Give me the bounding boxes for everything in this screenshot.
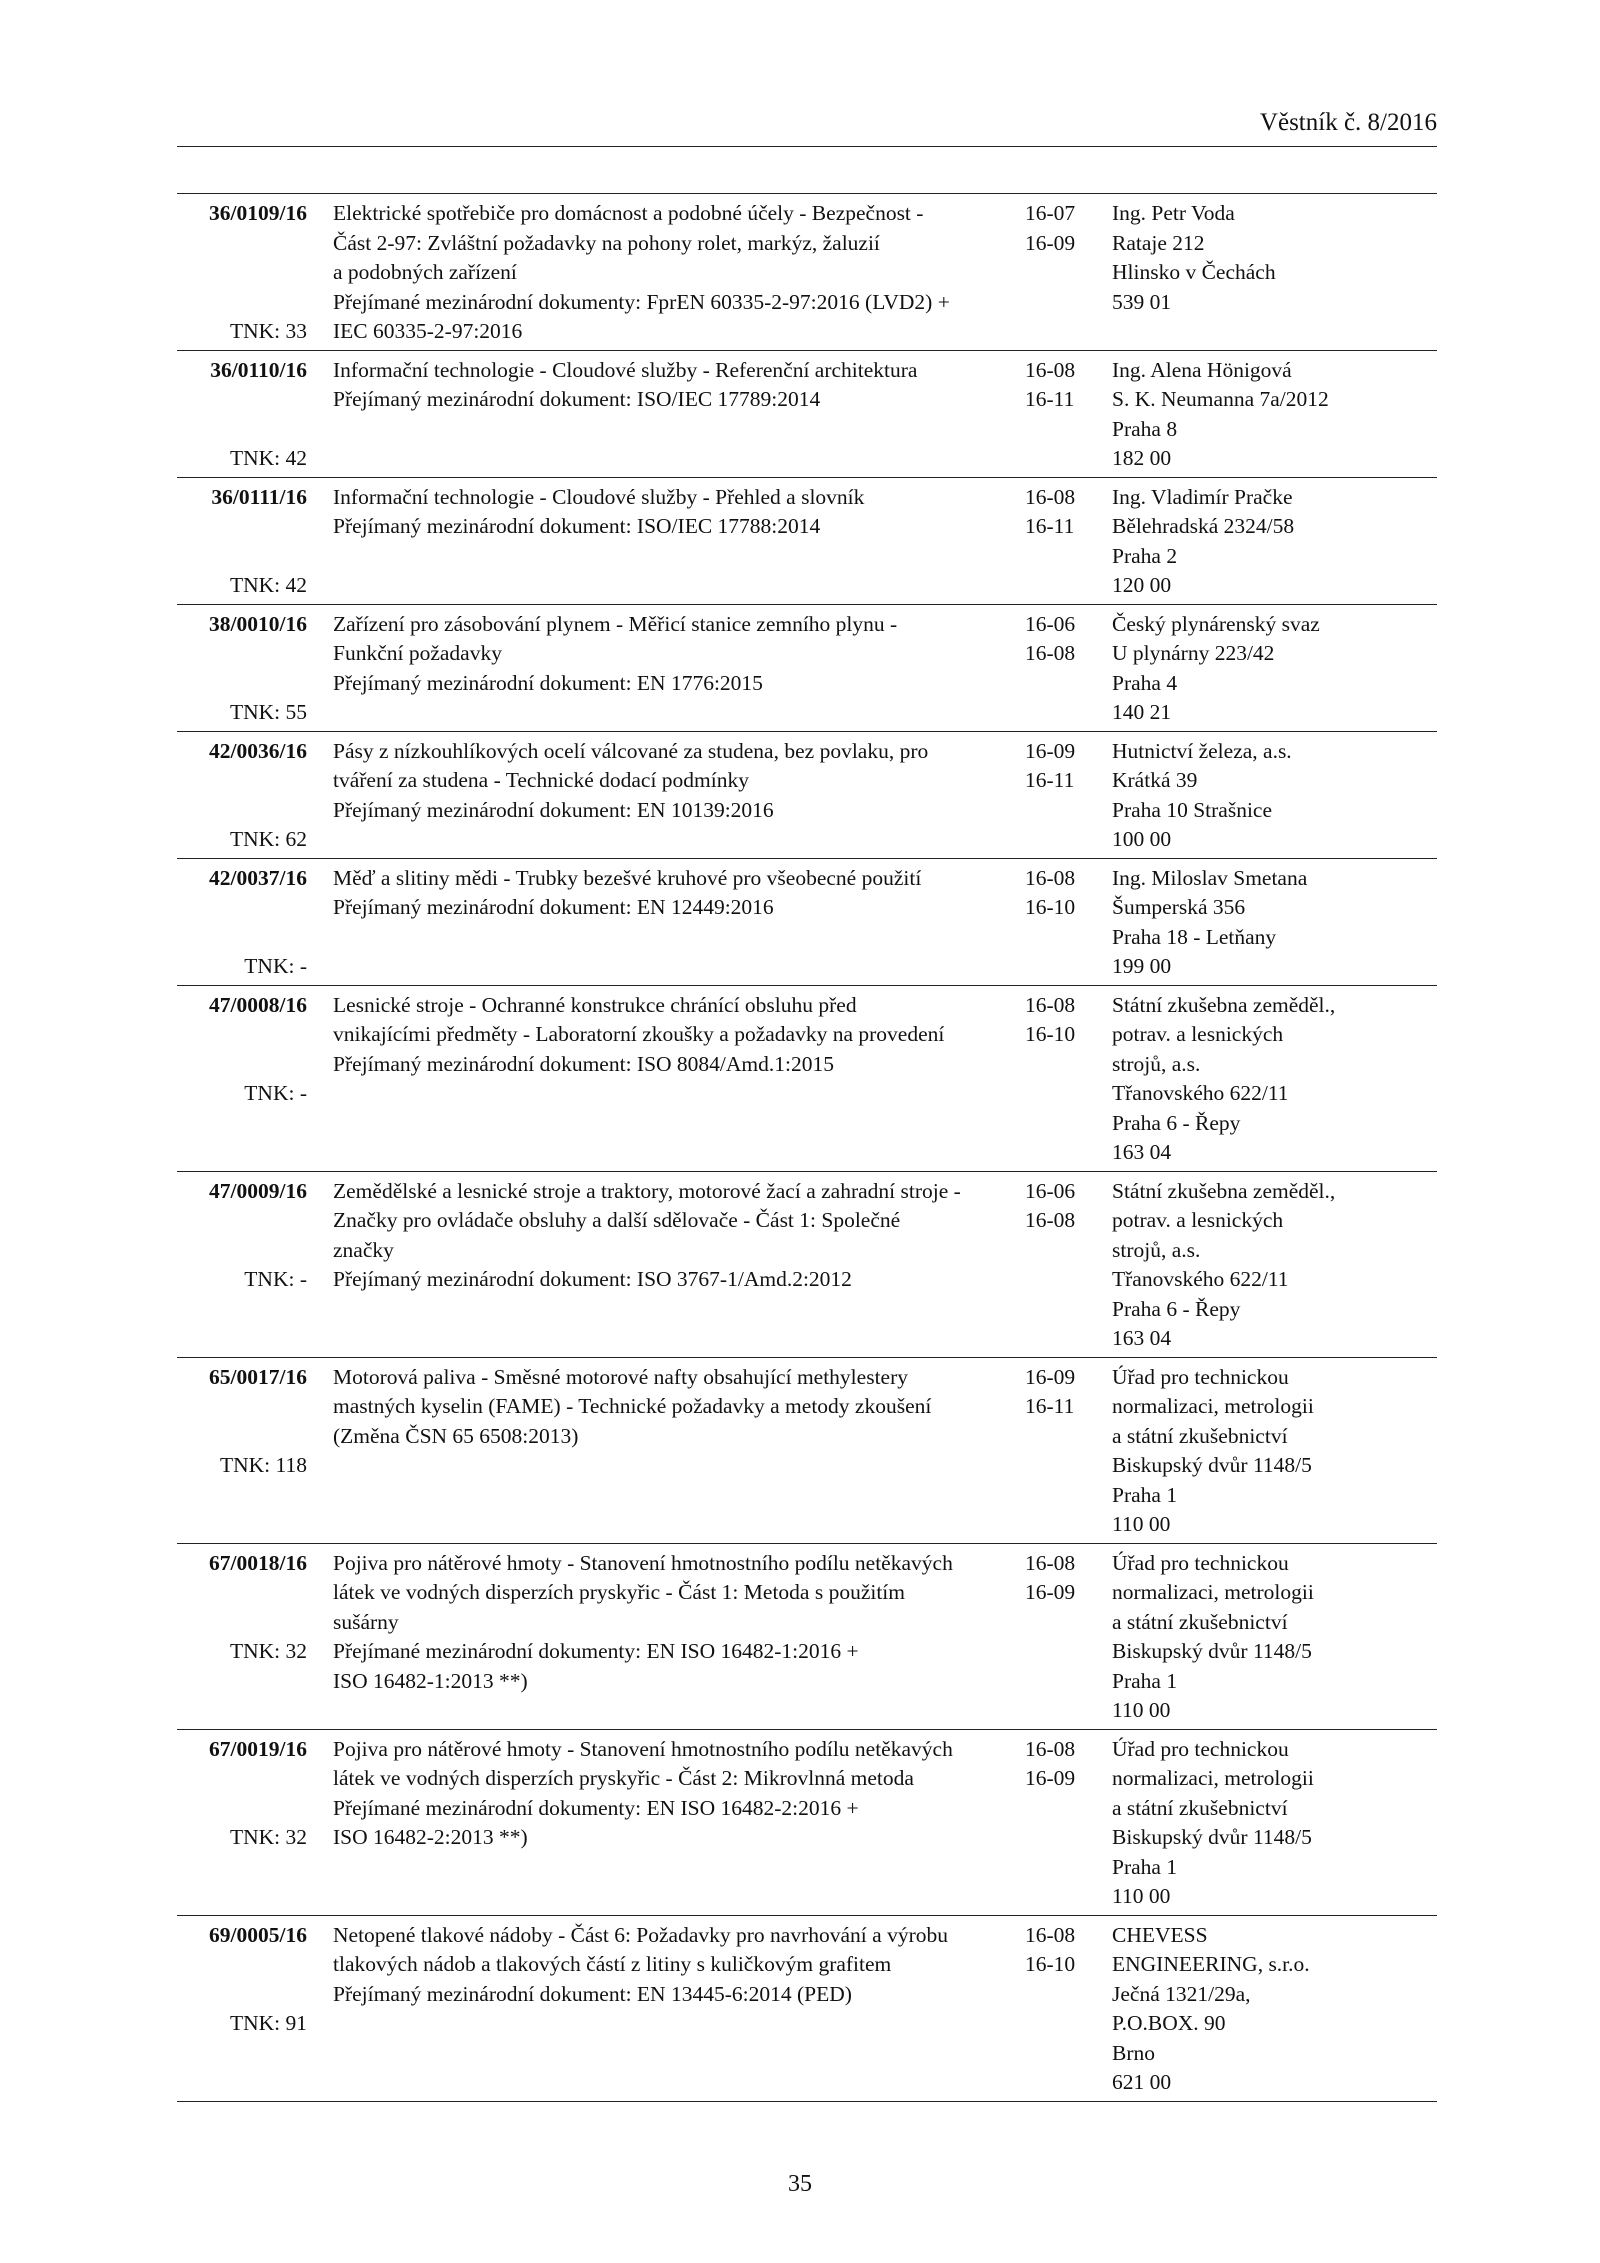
- standard-number: 38/0010/16: [209, 611, 307, 636]
- address-line: Třanovského 622/11: [1112, 1267, 1289, 1291]
- date-line: 16-09: [1025, 1766, 1076, 1790]
- address-line: 110 00: [1112, 1698, 1171, 1722]
- title-cell: [307, 1177, 1025, 1354]
- title-cell: [307, 864, 1025, 982]
- title-line: Část 2-97: Zvláštní požadavky na pohony rolet, markýz, žaluzií: [333, 230, 880, 255]
- title-line: Přejímaný mezinárodní dokument: ISO/IEC 17788:2014: [333, 514, 821, 538]
- title-line: tlakových nádob a tlakových částí z litiny s kuličkovým grafitem: [333, 1952, 892, 1976]
- table-row: [177, 605, 1437, 732]
- table-row: [177, 478, 1437, 605]
- title-line: Netopené tlakové nádoby - Část 6: Požadavky pro navrhování a výrobu: [333, 1922, 948, 1947]
- date-line: 16-08: [1025, 1550, 1076, 1575]
- dates-cell: [1025, 1549, 1112, 1726]
- title-line: vnikajícími předměty - Laboratorní zkoušky a požadavky na provedení: [333, 1022, 945, 1046]
- title-line: Funkční požadavky: [333, 641, 502, 665]
- title-line: značky: [333, 1237, 394, 1262]
- address-line: a státní zkušebnictví: [1112, 1609, 1288, 1634]
- title-cell: [307, 1549, 1025, 1726]
- date-line: 16-08: [1025, 641, 1076, 665]
- address-line: Praha 4: [1112, 670, 1178, 695]
- address-line: 110 00: [1112, 1512, 1171, 1536]
- address-cell: [1112, 1549, 1437, 1726]
- address-line: a státní zkušebnictví: [1112, 1423, 1288, 1448]
- title-line: Pojiva pro nátěrové hmoty - Stanovení hmotnostního podílu netěkavých: [333, 1736, 953, 1761]
- dates-cell: [1025, 737, 1112, 855]
- address-line: 120 00: [1112, 573, 1172, 597]
- address-line: normalizaci, metrologii: [1112, 1766, 1314, 1790]
- date-line: 16-06: [1025, 611, 1076, 636]
- dates-cell: [1025, 1177, 1112, 1354]
- address-cell: [1112, 199, 1437, 347]
- standard-number: 67/0019/16: [209, 1736, 307, 1761]
- title-line: Přejímaný mezinárodní dokument: EN 13445-6:2014 (PED): [333, 1981, 852, 2006]
- address-cell: [1112, 864, 1437, 982]
- address-line: Úřad pro technickou: [1112, 1550, 1289, 1575]
- tnk-label: TNK: -: [244, 954, 307, 978]
- address-line: Praha 2: [1112, 543, 1178, 568]
- dates-cell: [1025, 1921, 1112, 2098]
- address-line: Praha 18 - Letňany: [1112, 924, 1277, 949]
- address-line: 539 01: [1112, 289, 1172, 314]
- standard-number: 67/0018/16: [209, 1550, 307, 1575]
- tnk-label: TNK: -: [244, 1267, 307, 1291]
- id-cell: [177, 1177, 307, 1354]
- date-line: 16-08: [1025, 1736, 1076, 1761]
- address-cell: [1112, 737, 1437, 855]
- title-cell: [307, 1735, 1025, 1912]
- table-row: [177, 351, 1437, 478]
- address-line: strojů, a.s.: [1112, 1051, 1201, 1076]
- page-number: 35: [788, 2171, 812, 2197]
- date-line: 16-09: [1025, 1364, 1076, 1389]
- tnk-label: TNK: 55: [229, 700, 307, 724]
- title-cell: [307, 610, 1025, 728]
- table-row: [177, 194, 1437, 351]
- id-cell: [177, 991, 307, 1168]
- title-line: a podobných zařízení: [333, 260, 517, 284]
- title-line: Pojiva pro nátěrové hmoty - Stanovení hmotnostního podílu netěkavých: [333, 1550, 953, 1575]
- date-line: 16-08: [1025, 992, 1076, 1017]
- title-line: Přejímané mezinárodní dokumenty: EN ISO 16482-2:2016 +: [333, 1795, 859, 1820]
- id-cell: [177, 483, 307, 601]
- address-line: strojů, a.s.: [1112, 1237, 1201, 1262]
- tnk-label: TNK: 33: [229, 319, 307, 343]
- title-line: ISO 16482-1:2013 **): [333, 1668, 528, 1693]
- address-line: Český plynárenský svaz: [1112, 611, 1320, 636]
- address-cell: [1112, 991, 1437, 1168]
- date-line: 16-10: [1025, 1952, 1076, 1976]
- address-line: Šumperská 356: [1112, 895, 1246, 919]
- address-cell: [1112, 1363, 1437, 1540]
- title-cell: [307, 483, 1025, 601]
- date-line: 16-11: [1025, 514, 1075, 538]
- table-row: [177, 1730, 1437, 1916]
- standard-number: 36/0109/16: [209, 201, 307, 225]
- id-cell: [177, 737, 307, 855]
- title-line: IEC 60335-2-97:2016: [333, 319, 523, 343]
- table-row: [177, 1544, 1437, 1730]
- address-line: Úřad pro technickou: [1112, 1736, 1289, 1761]
- tnk-label: TNK: 91: [229, 2011, 307, 2035]
- address-line: normalizaci, metrologii: [1112, 1580, 1314, 1604]
- date-line: 16-11: [1025, 387, 1075, 411]
- address-line: Praha 6 - Řepy: [1112, 1296, 1241, 1321]
- address-line: Biskupský dvůr 1148/5: [1112, 1453, 1312, 1477]
- tnk-label: TNK: 32: [229, 1825, 307, 1849]
- header-rule: [177, 146, 1437, 147]
- date-line: 16-08: [1025, 1922, 1076, 1947]
- title-cell: [307, 356, 1025, 474]
- title-line: Informační technologie - Cloudové služby - Referenční architektura: [333, 357, 918, 382]
- address-line: 182 00: [1112, 446, 1172, 470]
- id-cell: [177, 1549, 307, 1726]
- title-cell: [307, 1363, 1025, 1540]
- title-line: látek ve vodných disperzích pryskyřic - Část 2: Mikrovlnná metoda: [333, 1766, 914, 1790]
- title-line: sušárny: [333, 1609, 399, 1634]
- address-line: a státní zkušebnictví: [1112, 1795, 1288, 1820]
- dates-cell: [1025, 864, 1112, 982]
- address-line: potrav. a lesnických: [1112, 1022, 1284, 1046]
- standard-number: 42/0036/16: [209, 738, 307, 763]
- address-line: Ing. Miloslav Smetana: [1112, 865, 1308, 890]
- table-row: [177, 1172, 1437, 1358]
- address-line: CHEVESS: [1112, 1922, 1208, 1947]
- address-cell: [1112, 483, 1437, 601]
- date-line: 16-08: [1025, 484, 1076, 509]
- address-line: 199 00: [1112, 954, 1172, 978]
- tnk-label: TNK: 32: [229, 1639, 307, 1663]
- dates-cell: [1025, 1735, 1112, 1912]
- address-line: Státní zkušebna zeměděl.,: [1112, 992, 1336, 1017]
- address-line: normalizaci, metrologii: [1112, 1394, 1314, 1418]
- address-line: Hutnictví železa, a.s.: [1112, 738, 1292, 763]
- table-row: [177, 1916, 1437, 2102]
- address-line: 621 00: [1112, 2070, 1172, 2094]
- id-cell: [177, 864, 307, 982]
- title-line: Motorová paliva - Směsné motorové nafty obsahující methylestery: [333, 1364, 908, 1389]
- title-line: látek ve vodných disperzích pryskyřic - Část 1: Metoda s použitím: [333, 1580, 906, 1604]
- id-cell: [177, 1735, 307, 1912]
- address-line: 110 00: [1112, 1884, 1171, 1908]
- date-line: 16-07: [1025, 201, 1076, 225]
- title-cell: [307, 1921, 1025, 2098]
- standard-number: 47/0009/16: [209, 1178, 307, 1203]
- address-line: Krátká 39: [1112, 768, 1198, 792]
- title-line: Přejímané mezinárodní dokumenty: EN ISO 16482-1:2016 +: [333, 1639, 859, 1663]
- id-cell: [177, 356, 307, 474]
- standard-number: 47/0008/16: [209, 992, 307, 1017]
- journal-header: Věstník č. 8/2016: [1259, 109, 1437, 136]
- address-line: Praha 6 - Řepy: [1112, 1110, 1241, 1135]
- address-cell: [1112, 610, 1437, 728]
- table-row: [177, 732, 1437, 859]
- address-line: Praha 1: [1112, 1482, 1178, 1507]
- title-line: Přejímaný mezinárodní dokument: EN 10139:2016: [333, 797, 774, 822]
- id-cell: [177, 199, 307, 347]
- address-cell: [1112, 1921, 1437, 2098]
- address-cell: [1112, 1735, 1437, 1912]
- address-line: Ing. Vladimír Pračke: [1112, 484, 1293, 509]
- address-line: Úřad pro technickou: [1112, 1364, 1289, 1389]
- dates-cell: [1025, 199, 1112, 347]
- dates-cell: [1025, 991, 1112, 1168]
- address-cell: [1112, 356, 1437, 474]
- title-line: ISO 16482-2:2013 **): [333, 1825, 528, 1849]
- date-line: 16-11: [1025, 1394, 1075, 1418]
- id-cell: [177, 1921, 307, 2098]
- standard-number: 65/0017/16: [209, 1364, 307, 1389]
- title-cell: [307, 199, 1025, 347]
- address-line: Rataje 212: [1112, 230, 1205, 255]
- address-line: Praha 1: [1112, 1668, 1178, 1693]
- standard-number: 42/0037/16: [209, 865, 307, 890]
- address-line: Praha 8: [1112, 416, 1178, 441]
- dates-cell: [1025, 610, 1112, 728]
- tnk-label: TNK: 62: [229, 827, 307, 851]
- address-line: 140 21: [1112, 700, 1172, 724]
- address-line: Státní zkušebna zeměděl.,: [1112, 1178, 1336, 1203]
- address-line: Brno: [1112, 2040, 1155, 2065]
- dates-cell: [1025, 1363, 1112, 1540]
- title-line: Informační technologie - Cloudové služby - Přehled a slovník: [333, 484, 865, 509]
- id-cell: [177, 1363, 307, 1540]
- standards-table: [177, 193, 1437, 2102]
- title-line: Měď a slitiny mědi - Trubky bezešvé kruhové pro všeobecné použití: [333, 865, 922, 890]
- date-line: 16-10: [1025, 1022, 1076, 1046]
- address-line: 163 04: [1112, 1326, 1172, 1350]
- address-line: potrav. a lesnických: [1112, 1208, 1284, 1232]
- title-line: Přejímaný mezinárodní dokument: EN 1776:2015: [333, 670, 763, 695]
- date-line: 16-10: [1025, 895, 1076, 919]
- title-line: Přejímané mezinárodní dokumenty: FprEN 60335-2-97:2016 (LVD2) +: [333, 289, 950, 314]
- address-line: 163 04: [1112, 1140, 1172, 1164]
- address-line: Bělehradská 2324/58: [1112, 514, 1295, 538]
- tnk-label: TNK: 118: [220, 1453, 307, 1477]
- title-cell: [307, 991, 1025, 1168]
- id-cell: [177, 610, 307, 728]
- tnk-label: TNK: 42: [229, 446, 307, 470]
- table-row: [177, 1358, 1437, 1544]
- table-row: [177, 859, 1437, 986]
- address-line: Ing. Petr Voda: [1112, 201, 1235, 225]
- standard-number: 36/0111/16: [211, 484, 307, 509]
- title-line: Zemědělské a lesnické stroje a traktory, motorové žací a zahradní stroje -: [333, 1178, 961, 1203]
- address-line: Ing. Alena Hönigová: [1112, 357, 1292, 382]
- date-line: 16-06: [1025, 1178, 1076, 1203]
- dates-cell: [1025, 356, 1112, 474]
- address-line: ENGINEERING, s.r.o.: [1112, 1952, 1310, 1976]
- address-line: Biskupský dvůr 1148/5: [1112, 1825, 1312, 1849]
- address-line: Praha 1: [1112, 1854, 1178, 1879]
- title-line: Elektrické spotřebiče pro domácnost a podobné účely - Bezpečnost -: [333, 201, 924, 225]
- address-line: Biskupský dvůr 1148/5: [1112, 1639, 1312, 1663]
- title-cell: [307, 737, 1025, 855]
- title-line: Přejímaný mezinárodní dokument: ISO/IEC 17789:2014: [333, 387, 821, 411]
- date-line: 16-09: [1025, 1580, 1076, 1604]
- date-line: 16-08: [1025, 357, 1076, 382]
- address-line: U plynárny 223/42: [1112, 641, 1275, 665]
- address-cell: [1112, 1177, 1437, 1354]
- date-line: 16-08: [1025, 1208, 1076, 1232]
- address-line: 100 00: [1112, 827, 1172, 851]
- address-line: Praha 10 Strašnice: [1112, 797, 1273, 822]
- title-line: Zařízení pro zásobování plynem - Měřicí stanice zemního plynu -: [333, 611, 898, 636]
- address-line: Ječná 1321/29a,: [1112, 1981, 1251, 2006]
- date-line: 16-09: [1025, 738, 1076, 763]
- address-line: S. K. Neumanna 7a/2012: [1112, 387, 1329, 411]
- address-line: Hlinsko v Čechách: [1112, 260, 1276, 284]
- title-line: mastných kyselin (FAME) - Technické požadavky a metody zkoušení: [333, 1394, 932, 1418]
- table-row: [177, 986, 1437, 1172]
- dates-cell: [1025, 483, 1112, 601]
- tnk-label: TNK: -: [244, 1081, 307, 1105]
- title-line: (Změna ČSN 65 6508:2013): [333, 1423, 579, 1448]
- title-line: Přejímaný mezinárodní dokument: EN 12449:2016: [333, 895, 774, 919]
- standard-number: 69/0005/16: [209, 1922, 307, 1947]
- standard-number: 36/0110/16: [210, 357, 307, 382]
- title-line: Lesnické stroje - Ochranné konstrukce chránící obsluhu před: [333, 992, 857, 1017]
- title-line: Pásy z nízkouhlíkových ocelí válcované za studena, bez povlaku, pro: [333, 738, 929, 763]
- title-line: Přejímaný mezinárodní dokument: ISO 8084/Amd.1:2015: [333, 1051, 835, 1076]
- date-line: 16-08: [1025, 865, 1076, 890]
- date-line: 16-11: [1025, 768, 1075, 792]
- title-line: Značky pro ovládače obsluhy a další sdělovače - Část 1: Společné: [333, 1208, 901, 1232]
- address-line: Třanovského 622/11: [1112, 1081, 1289, 1105]
- tnk-label: TNK: 42: [229, 573, 307, 597]
- title-line: tváření za studena - Technické dodací podmínky: [333, 768, 750, 792]
- date-line: 16-09: [1025, 230, 1076, 255]
- title-line: Přejímaný mezinárodní dokument: ISO 3767-1/Amd.2:2012: [333, 1267, 852, 1291]
- address-line: P.O.BOX. 90: [1112, 2011, 1226, 2035]
